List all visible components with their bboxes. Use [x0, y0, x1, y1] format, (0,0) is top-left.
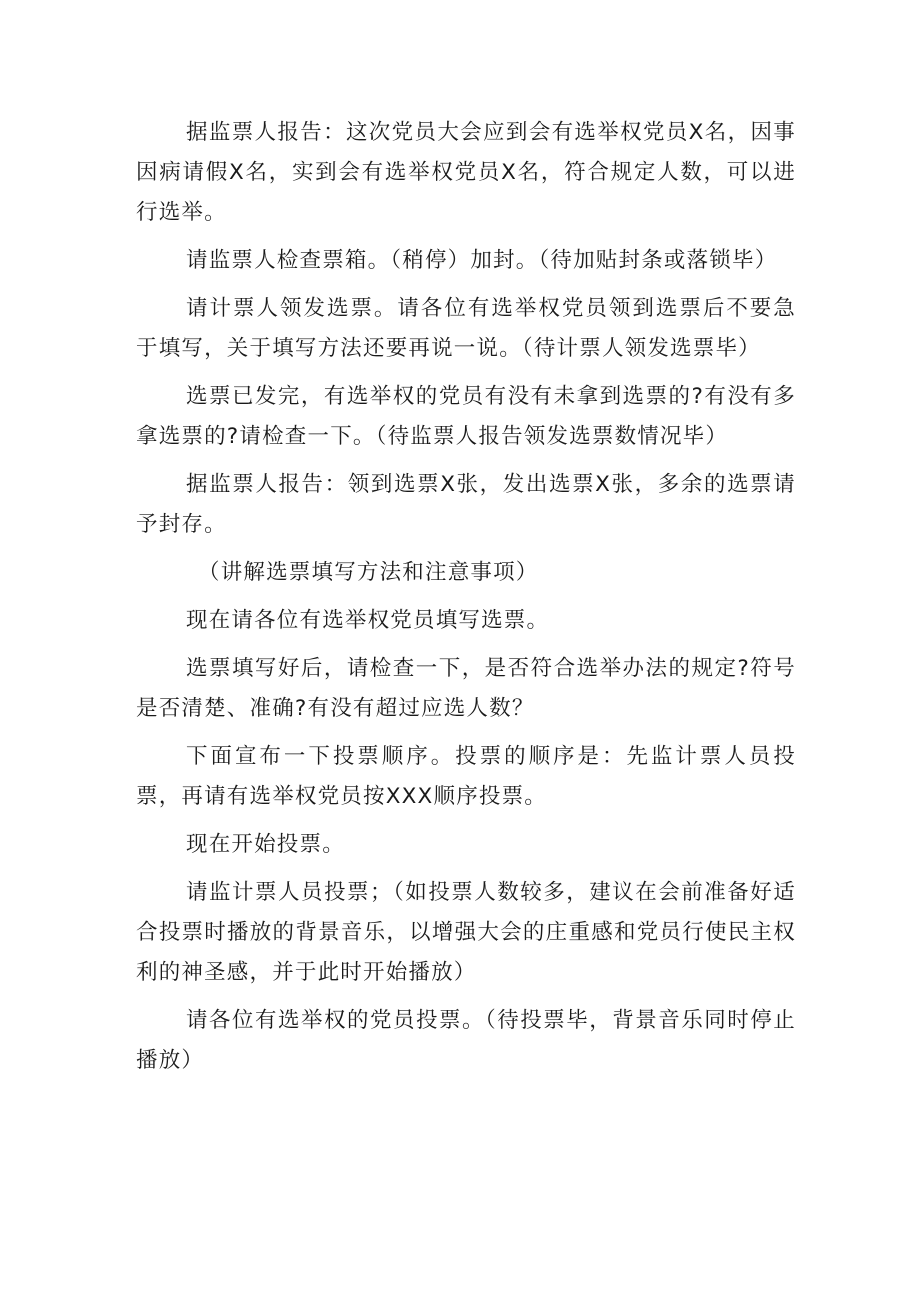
paragraph-ballots-distributed: 选票已发完，有选举权的党员有没有未拿到选票的?有没有多拿选票的?请检查一下。（待监票人报告领发选票数情况毕）: [136, 384, 796, 449]
paragraph-check-filled-ballots: 选票填写好后，请检查一下，是否符合选举办法的规定?符号是否清楚、准确?有没有超过应选人数？: [136, 656, 796, 721]
paragraph-fill-ballots: 现在请各位有选举权党员填写选票。: [186, 608, 550, 633]
paragraph-voting-order: 下面宣布一下投票顺序。投票的顺序是：先监计票人员投票，再请有选举权党员按XXX顺序投票。: [136, 744, 796, 809]
paragraph-check-ballot-box: 请监票人检查票箱。（稍停）加封。（待加贴封条或落锁毕）: [186, 248, 778, 273]
paragraph-tellers-vote: 请监计票人员投票；（如投票人数较多，建议在会前准备好适合投票时播放的背景音乐，以增强大会的庄重感和党员行使民主权利的神圣感，并于此时开始播放）: [136, 880, 796, 985]
paragraph-start-voting: 现在开始投票。: [186, 832, 345, 857]
paragraph-distribute-ballots: 请计票人领发选票。请各位有选举权党员领到选票后不要急于填写，关于填写方法还要再说一说。（待计票人领发选票毕）: [136, 296, 796, 361]
document-body: [136, 113, 796, 1089]
paragraph-teller-report-ballots: 据监票人报告：领到选票X张，发出选票X张，多余的选票请予封存。: [136, 472, 796, 537]
paragraph-teller-report-attendance: 据监票人报告：这次党员大会应到会有选举权党员X名，因事因病请假X名，实到会有选举权党员X名，符合规定人数，可以进行选举。: [136, 120, 796, 225]
paragraph-explain-filling-note: （讲解选票填写方法和注意事项）: [198, 560, 539, 585]
paragraph-members-vote: 请各位有选举权的党员投票。（待投票毕，背景音乐同时停止播放）: [136, 1008, 796, 1073]
